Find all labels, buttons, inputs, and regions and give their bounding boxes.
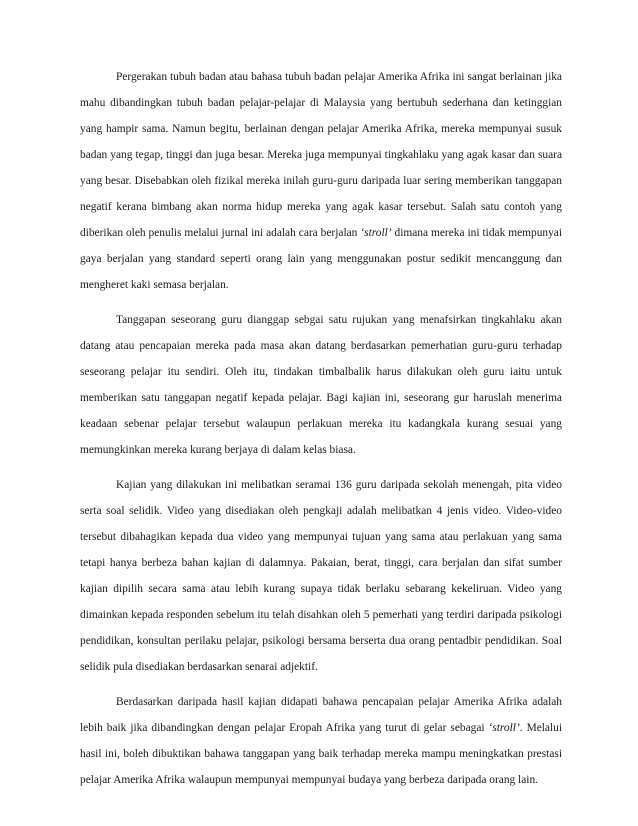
paragraph-text: Kajian yang dilakukan ini melibatkan seramai 136 guru daripada sekolah menengah, pita video serta soal selidik. Video yang disediakan oleh pengkaji adalah melibatkan 4 jenis video. Video-video tersebut dibahagikan kepada dua video yang mempunyai tujuan yang sama atau perlakuan yang sama tetapi hanya berbeza bahan kajian di dalamnya. Pakaian, berat, tinggi, cara berjalan dan sifat sumber kajian dipilih secara sama atau lebih kurang supaya tidak berlaku sebarang kekeliruan. Video yang dimainkan kepada responden sebelum itu telah disahkan oleh 5 pemerhati yang terdiri daripada psikologi pendidikan, konsultan perilaku pelajar, psikologi bersama berserta dua orang pentadbir pendidikan. Soal selidik pula disediakan berdasarkan senarai adjektif.: [80, 479, 562, 673]
body-text: [80, 64, 562, 793]
paragraph-text: dimana mereka ini tidak mempunyai gaya berjalan yang standard seperti orang lain yang menggunakan postur sedikit mencanggung dan mengheret kaki semasa berjalan.: [80, 227, 563, 291]
paragraph-text: Pergerakan tubuh badan atau bahasa tubuh badan pelajar Amerika Afrika ini sangat berlainan jika mahu dibandingkan tubuh badan pelajar-pelajar di Malaysia yang bertubuh sederhana dan ketinggian yang hampir sama. Namun begitu, berlainan dengan pelajar Amerika Afrika, mereka mempunyai susuk badan yang tegap, tinggi dan juga besar. Mereka juga mempunyai tingkahlaku yang agak kasar dan suara yang besar. Disebabkan oleh fizikal mereka inilah guru-guru daripada luar sering memberikan tanggapan negatif kerana bimbang akan norma hidup mereka yang agak kasar tersebut. Salah satu contoh yang diberikan oleh penulis melalui jurnal ini adalah cara berjalan: [80, 71, 562, 239]
paragraph-3: [80, 472, 562, 680]
paragraph-text: . Melalui hasil ini, boleh dibuktikan bahawa tanggapan yang baik terhadap mereka mampu meningkatkan prestasi pelajar Amerika Afrika walaupun mempunyai mempunyai budaya yang berbeza daripada orang lain.: [80, 722, 563, 786]
paragraph-2: [80, 307, 562, 463]
italic-term: ‘stroll’: [360, 227, 392, 239]
paragraph-4: [80, 689, 562, 793]
paragraph-text: Tanggapan seseorang guru dianggap sebgai satu rujukan yang menafsirkan tingkahlaku akan datang atau pencapaian mereka pada masa akan datang berdasarkan pemerhatian guru-guru terhadap seseorang pelajar itu sendiri. Oleh itu, tindakan timbalbalik harus dilakukan oleh guru iaitu untuk memberikan satu tanggapan negatif kepada pelajar. Bagi kajian ini, seseorang gur haruslah menerima keadaan sebenar pelajar tersebut walaupun perlakuan mereka itu kadangkala kurang sesuai yang memungkinkan mereka kurang berjaya di dalam kelas biasa.: [80, 314, 562, 456]
paragraph-1: [80, 64, 562, 298]
italic-term: ‘stroll’: [488, 722, 520, 734]
paragraph-text: Berdasarkan daripada hasil kajian didapati bahawa pencapaian pelajar Amerika Afrika adalah lebih baik jika dibandingkan dengan pelajar Eropah Afrika yang turut di gelar sebagai: [80, 696, 562, 734]
